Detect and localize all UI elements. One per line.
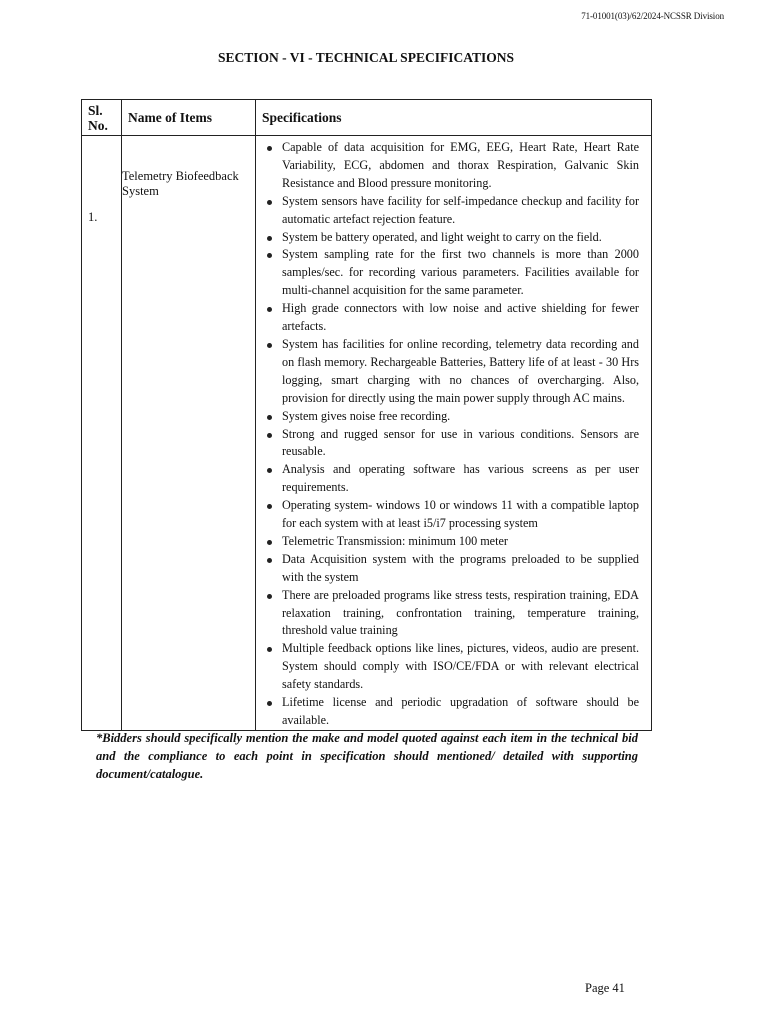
specification-text: Lifetime license and periodic upgradation of software should be available.: [282, 695, 639, 727]
bullet-icon: [267, 468, 272, 473]
specification-text: System sampling rate for the first two channels is more than 2000 samples/sec. for recording various parameters. Facilities available for multi-channel acquisition for the same parameter.: [282, 247, 639, 298]
cell-specifications: [256, 136, 652, 731]
item-name: Telemetry Biofeedback System: [122, 169, 239, 198]
specification-text: System has facilities for online recording, telemetry data recording and on flash memory. Rechargeable Batteries, Battery life of at least - 30 Hrs logging, smart charging with no chances of overcharging. Also, provision for directly using the main power supply through AC mains.: [282, 336, 639, 405]
specification-text: Telemetric Transmission: minimum 100 meter: [282, 533, 508, 548]
specification-item: [262, 551, 639, 587]
specification-item: [262, 497, 639, 533]
bullet-icon: [267, 236, 272, 241]
document-reference-number: 71-01001(03)/62/2024-NCSSR Division: [581, 11, 724, 21]
bullet-icon: [267, 146, 272, 151]
specification-item: [262, 640, 639, 694]
specification-item: [262, 694, 639, 730]
cell-serial-number: [82, 136, 122, 731]
specification-text: High grade connectors with low noise and active shielding for fewer artefacts.: [282, 301, 639, 334]
specification-text: Analysis and operating software has various screens as per user requirements.: [282, 462, 639, 495]
specification-list: [262, 139, 639, 730]
header-serial-number: Sl. No.: [82, 100, 122, 136]
specification-text: System gives noise free recording.: [282, 408, 451, 423]
table-header-row: [82, 100, 652, 136]
bullet-icon: [267, 647, 272, 652]
specification-text: Multiple feedback options like lines, pictures, videos, audio are present. System should comply with ISO/CE/FDA or with relevant electrical safety standards.: [282, 641, 639, 692]
header-specifications: Specifications: [256, 100, 652, 136]
cell-item-name: [122, 136, 256, 731]
bullet-icon: [267, 343, 272, 348]
bullet-icon: [267, 594, 272, 599]
specification-item: [262, 246, 639, 300]
page-number: Page 41: [585, 981, 625, 995]
specification-item: [262, 300, 639, 336]
specification-item: [262, 587, 639, 641]
serial-number: 1.: [88, 210, 98, 224]
specification-text: Operating system- windows 10 or windows 11 with a compatible laptop for each system with at least i5/i7 processing system: [282, 498, 639, 531]
specification-text: System sensors have facility for self-impedance checkup and facility for automatic artefact rejection feature.: [282, 193, 639, 226]
specification-item: [262, 229, 639, 247]
section-title: SECTION - VI - TECHNICAL SPECIFICATIONS: [218, 50, 514, 65]
bullet-icon: [267, 415, 272, 420]
bidder-note: *Bidders should specifically mention the make and model quoted against each item in the technical bid and the compliance to each point in specification should mentioned/ detailed with supporting document/catalogue.: [96, 731, 638, 781]
header-name-of-items: Name of Items: [122, 100, 256, 136]
specification-item: [262, 461, 639, 497]
specification-text: There are preloaded programs like stress tests, respiration training, EDA relaxation training, confrontation training, temperature training, threshold value training: [282, 587, 639, 638]
table-row: [82, 136, 652, 731]
specifications-table: [81, 99, 652, 731]
bullet-icon: [267, 200, 272, 205]
specification-item: [262, 139, 639, 193]
bullet-icon: [267, 504, 272, 509]
bullet-icon: [267, 307, 272, 312]
bullet-icon: [267, 253, 272, 258]
specification-item: [262, 533, 639, 551]
specification-text: Data Acquisition system with the programs preloaded to be supplied with the system: [282, 551, 639, 584]
specification-item: [262, 336, 639, 408]
bullet-icon: [267, 701, 272, 706]
bullet-icon: [267, 433, 272, 438]
specification-text: System be battery operated, and light weight to carry on the field.: [282, 229, 602, 244]
specification-item: [262, 193, 639, 229]
specification-text: Capable of data acquisition for EMG, EEG, Heart Rate, Heart Rate Variability, ECG, abdomen and thorax Respiration, Galvanic Skin Resistance and Blood pressure monitoring.: [282, 140, 639, 190]
specification-item: [262, 426, 639, 462]
bullet-icon: [267, 558, 272, 563]
specification-text: Strong and rugged sensor for use in various conditions. Sensors are reusable.: [282, 426, 639, 459]
bullet-icon: [267, 540, 272, 545]
specification-item: [262, 408, 639, 426]
